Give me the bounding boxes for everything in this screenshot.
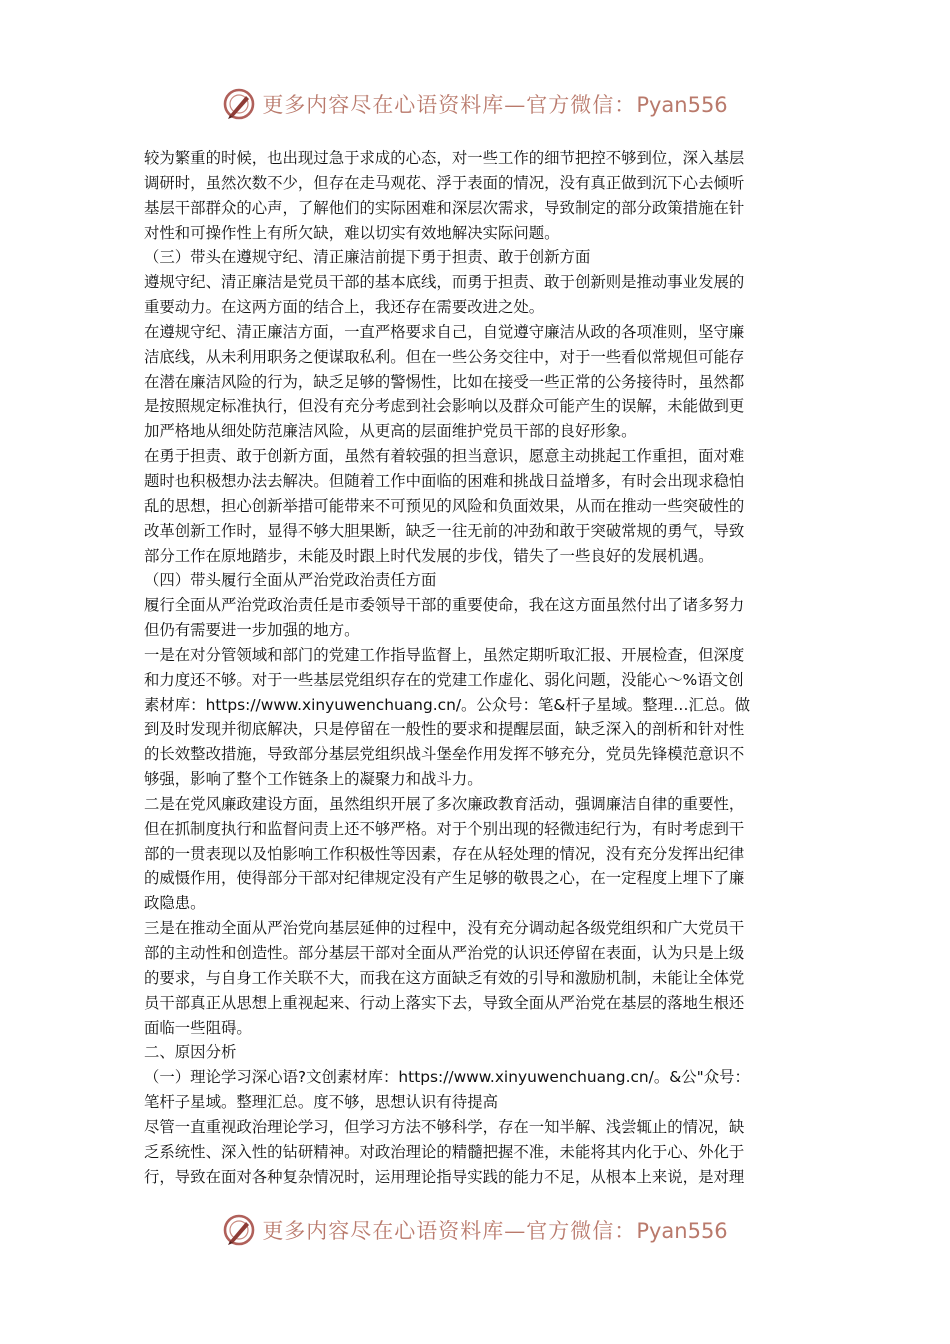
text-line: 行，导致在面对各种复杂情况时，运用理论指导实践的能力不足，从根本上来说，是对理	[144, 1167, 745, 1186]
text-line: 履行全面从严治党政治责任是市委领导干部的重要使命，我在这方面虽然付出了诸多努力	[144, 596, 745, 615]
text-line: 在勇于担责、敢于创新方面，虽然有着较强的担当意识，愿意主动挑起工作重担，面对难	[144, 447, 745, 466]
text-line: 调研时，虽然次数不少，但存在走马观花、浮于表面的情况，没有真正做到沉下心去倾听	[144, 173, 745, 192]
pen-logo-icon	[222, 1213, 256, 1247]
text-line: 是按照规定标准执行，但没有充分考虑到社会影响以及群众可能产生的误解，未能做到更	[144, 397, 745, 416]
text-line: 加严格地从细处防范廉洁风险，从更高的层面维护党员干部的良好形象。	[144, 422, 637, 441]
text-line: （四）带头履行全面从严治党政治责任方面	[144, 571, 437, 590]
text-line: 乱的思想，担心创新举措可能带来不可预见的风险和负面效果，从而在推动一些突破性的	[144, 496, 745, 515]
header-banner-slogan: 更多内容尽在心语资料库—官方微信：	[262, 93, 637, 117]
text-line: 在遵规守纪、清正廉洁方面，一直严格要求自己，自觉遵守廉洁从政的各项准则，坚守廉	[144, 322, 745, 341]
text-line: （一）理论学习深心语?文创素材库：https://www.xinyuwenchuang.cn/。&公"众号：	[144, 1068, 750, 1087]
header-banner-handle: Pyan556	[636, 93, 728, 117]
text-line: 尽管一直重视政治理论学习，但学习方法不够科学，存在一知半解、浅尝辄止的情况，缺	[144, 1117, 745, 1136]
text-line: 的要求，与自身工作关联不大，而我在这方面缺乏有效的引导和激励机制，未能让全体党	[144, 968, 745, 987]
text-line: 部的一贯表现以及怕影响工作积极性等因素，存在从轻处理的情况，没有充分发挥出纪律	[144, 844, 745, 863]
text-line: 较为繁重的时候，也出现过急于求成的心态，对一些工作的细节把控不够到位，深入基层	[144, 149, 745, 167]
text-line: 在潜在廉洁风险的行为，缺乏足够的警惕性，比如在接受一些正常的公务接待时，虽然都	[144, 372, 745, 391]
footer-banner	[0, 1208, 950, 1252]
text-line: 二、原因分析	[144, 1043, 237, 1062]
text-line: 部分工作在原地踏步，未能及时跟上时代发展的步伐，错失了一些良好的发展机遇。	[144, 546, 714, 565]
text-line: 三是在推动全面从严治党向基层延伸的过程中，没有充分调动起各级党组织和广大党员干	[144, 919, 745, 938]
text-line: 洁底线，从未利用职务之便谋取私利。但在一些公务交往中，对于一些看似常规但可能存	[144, 347, 745, 366]
text-line: 部的主动性和创造性。部分基层干部对全面从严治党的认识还停留在表面，认为只是上级	[144, 944, 745, 962]
pen-logo-icon	[222, 87, 256, 121]
footer-banner-slogan: 更多内容尽在心语资料库—官方微信：	[262, 1219, 637, 1243]
text-line: （三）带头在遵规守纪、清正廉洁前提下勇于担责、敢于创新方面	[144, 248, 591, 267]
text-line: 二是在党风廉政建设方面，虽然组织开展了多次廉政教育活动，强调廉洁自律的重要性，	[144, 794, 745, 813]
text-line: 遵规守纪、清正廉洁是党员干部的基本底线，而勇于担责、敢于创新则是推动事业发展的	[144, 273, 745, 292]
text-line: 但在抓制度执行和监督问责上还不够严格。对于个别出现的轻微违纪行为，有时考虑到干	[144, 819, 745, 838]
text-line: 素材库：https://www.xinyuwenchuang.cn/。公众号：笔&杆子星域。整理…汇总。做	[144, 695, 751, 714]
text-line: 但仍有需要进一步加强的地方。	[144, 621, 360, 640]
text-line: 笔杆子星域。整理汇总。度不够，思想认识有待提高	[144, 1093, 498, 1112]
document-body	[144, 146, 808, 1189]
footer-banner-text	[262, 1215, 727, 1245]
footer-banner-handle: Pyan556	[636, 1219, 728, 1243]
text-line: 和力度还不够。对于一些基层党组织存在的党建工作虚化、弱化问题，没能心～%语文创	[144, 670, 744, 689]
text-line: 政隐患。	[144, 894, 206, 913]
text-line: 一是在对分管领域和部门的党建工作指导监督上，虽然定期听取汇报、开展检查，但深度	[144, 645, 745, 664]
text-line: 面临一些阻碍。	[144, 1018, 252, 1037]
text-line: 基层干部群众的心声，了解他们的实际困难和深层次需求，导致制定的部分政策措施在针	[144, 198, 745, 217]
text-line: 对性和可操作性上有所欠缺，难以切实有效地解决实际问题。	[144, 223, 560, 242]
header-banner-text	[262, 89, 727, 119]
text-line: 够强，影响了整个工作链条上的凝聚力和战斗力。	[144, 770, 483, 789]
text-line: 乏系统性、深入性的钻研精神。对政治理论的精髓把握不准，未能将其内化于心、外化于	[144, 1142, 745, 1161]
text-line: 的长效整改措施，导致部分基层党组织战斗堡垒作用发挥不够充分，党员先锋模范意识不	[144, 745, 745, 764]
header-banner	[0, 82, 950, 126]
text-line: 的威慑作用，使得部分干部对纪律规定没有产生足够的敬畏之心，在一定程度上埋下了廉	[144, 869, 745, 888]
text-line: 改革创新工作时，显得不够大胆果断，缺乏一往无前的冲劲和敢于突破常规的勇气，导致	[144, 521, 745, 540]
text-line: 题时也积极想办法去解决。但随着工作中面临的困难和挑战日益增多，有时会出现求稳怕	[144, 471, 745, 490]
text-line: 到及时发现并彻底解决，只是停留在一般性的要求和提醒层面，缺乏深入的剖析和针对性	[144, 720, 745, 739]
text-line: 员干部真正从思想上重视起来、行动上落实下去，导致全面从严治党在基层的落地生根还	[144, 993, 745, 1012]
text-line: 重要动力。在这两方面的结合上，我还存在需要改进之处。	[144, 298, 545, 317]
